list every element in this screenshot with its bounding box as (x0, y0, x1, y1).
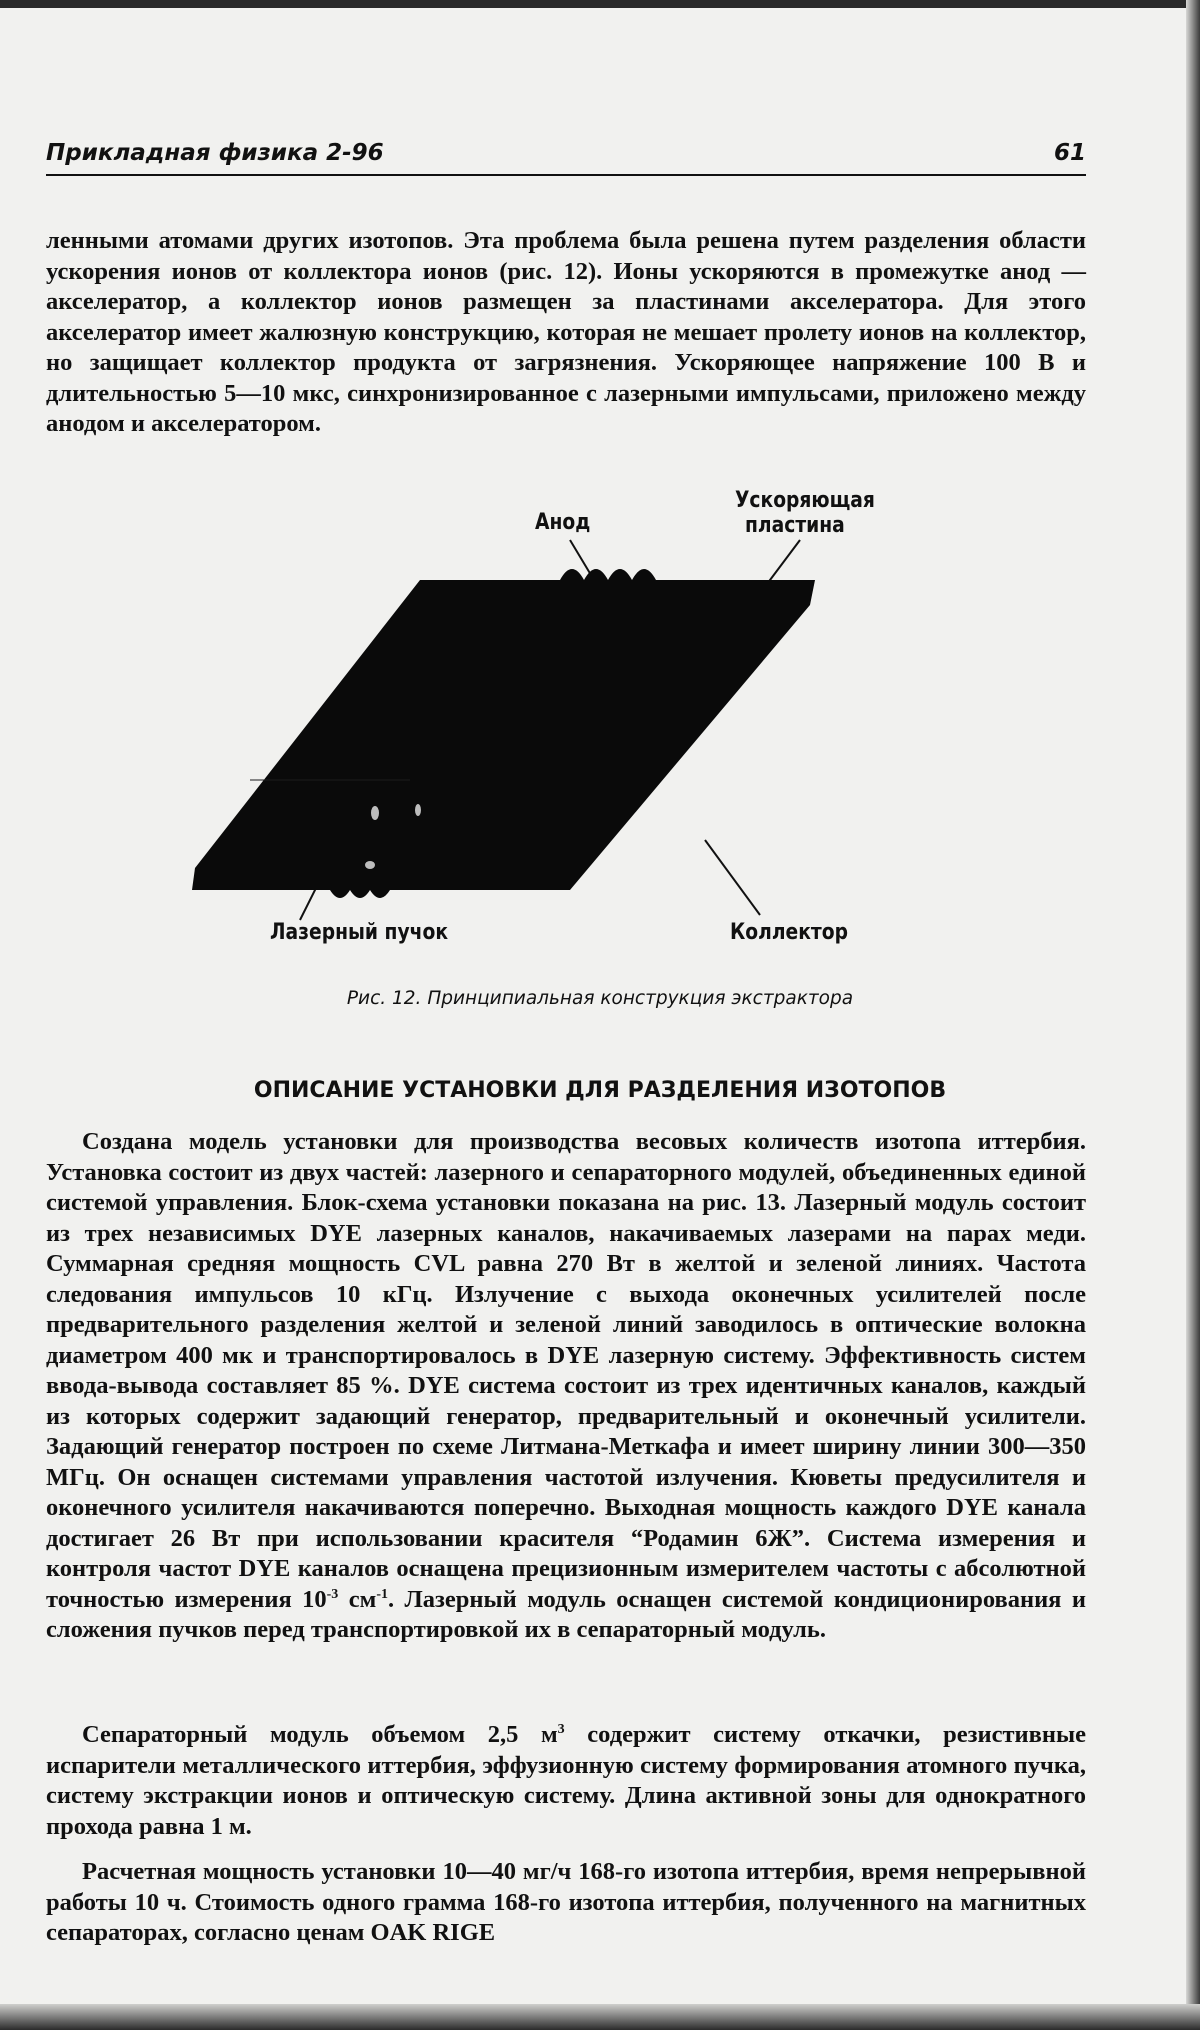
scan-edge-right (1186, 0, 1200, 2030)
setup-text-3: . Лазерный модуль оснащен системой кондиционирования и сложения пучков перед транспортировкой их в сепараторный модуль. (46, 1585, 1086, 1643)
separator-exponent: 3 (557, 1721, 565, 1737)
separator-text-1: Сепараторный модуль объемом 2,5 м (82, 1721, 558, 1748)
label-accelerating-plate-line1: Ускоряющая (735, 488, 875, 513)
extractor-block (192, 580, 815, 890)
collector-pointer-line (705, 840, 760, 915)
label-collector: Коллектор (730, 920, 848, 945)
laser-beam-spot (365, 861, 375, 869)
setup-text-2: см (338, 1585, 377, 1613)
paragraph-separator (46, 1720, 1086, 1842)
anode-edge (560, 569, 656, 580)
setup-text-1: Создана модель установки для производства весовых количеств изотопа иттербия. Установка состоит из двух частей: лазерного и сепараторного модулей, объединенных единой системой управления. Блок-схема установки показана на рис. 13. Лазерный модуль состоит из трех независимых DYE лазерных каналов, накачиваемых лазерами на парах меди. Суммарная средняя мощность CVL равна 270 Вт в желтой и зеленой линиях. Частота следования импульсов 10 кГц. Излучение с выхода оконечных усилителей после предварительного разделения желтой и зеленой линий заводилось в оптические волокна диаметром 400 мк и транспортировалось в DYE лазерную систему. Эффективность систем ввода-вывода составляет 85 %. DYE система состоит из трех идентичных каналов, каждый из которых содержит задающий генератор, предварительный и оконечный усилители. Задающий генератор построен по схеме Литмана-Меткафа и имеет ширину линии 300—350 МГц. Он оснащен системами управления частотой излучения. Кюветы предусилителя и оконечного усилителя накачиваются поперечно. Выходная мощность каждого DYE канала достигает 26 Вт при использовании красителя “Родамин 6Ж”. Система измерения и контроля частот DYE каналов оснащена прецизионным измерителем частоты с абсолютной точностью измерения 10 (46, 1128, 1086, 1613)
setup-exponent-2: -1 (376, 1586, 388, 1602)
setup-exponent-1: -3 (326, 1586, 339, 1602)
laser-beam-spot (415, 804, 421, 816)
running-title: Прикладная физика 2-96 (46, 140, 384, 166)
figure-caption: Рис. 12. Принципиальная конструкция экстрактора (346, 988, 854, 1009)
label-laser-beam: Лазерный пучок (270, 920, 449, 945)
laser-beam-spot (371, 806, 379, 820)
page-number: 61 (1053, 140, 1086, 166)
collector-edge (330, 890, 390, 898)
paragraph-intro: ленными атомами других изотопов. Эта проблема была решена путем разделения области ускорения ионов от коллектора ионов (рис. 12). Ионы ускоряются в промежутке анод — акселератор, а коллектор ионов размещен за пластинами акселератора. Для этого акселератор имеет жалюзную конструкцию, которая не мешает пролету ионов на коллектор, но защищает коллектор продукта от загрязнения. Ускоряющее напряжение 100 В и длительностью 5—10 мкс, синхронизированное с лазерными импульсами, приложено между анодом и акселератором. (46, 227, 1086, 437)
section-heading: ОПИСАНИЕ УСТАНОВКИ ДЛЯ РАЗДЕЛЕНИЯ ИЗОТОПОВ (253, 1078, 947, 1103)
label-accelerating-plate-line2: пластина (745, 513, 845, 538)
figure-extractor (190, 480, 890, 1000)
paragraph-power: Расчетная мощность установки 10—40 мг/ч 168-го изотопа иттербия, время непрерывной работы 10 ч. Стоимость одного грамма 168-го изотопа иттербия, полученного на магнитных сепараторах, согласно ценам OAK RIGE (46, 1858, 1086, 1946)
scan-edge-top (0, 0, 1200, 8)
paragraph-setup (46, 1127, 1086, 1646)
scan-edge-bottom (0, 2004, 1200, 2030)
page-header (46, 140, 1086, 176)
separator-text-2: содержит систему откачки, резистивные испарители металлического иттербия, эффузионную систему формирования атомного пучка, систему экстракции ионов и оптическую систему. Длина активной зоны для однократного прохода равна 1 м. (46, 1721, 1086, 1840)
label-anode: Анод (535, 510, 591, 535)
